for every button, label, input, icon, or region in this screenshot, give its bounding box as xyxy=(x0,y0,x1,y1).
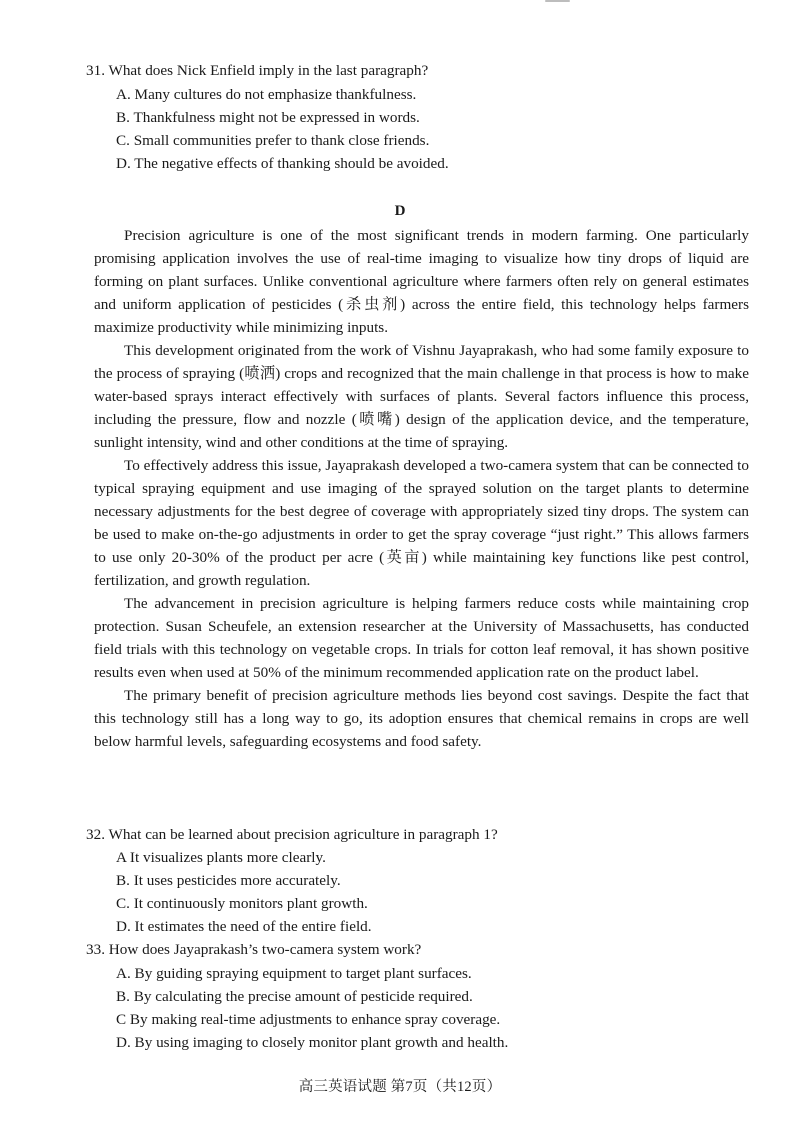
option-a: A It visualizes plants more clearly. xyxy=(116,849,326,866)
option-a: A. Many cultures do not emphasize thankfulness. xyxy=(116,86,417,103)
question-stem: 31. What does Nick Enfield imply in the last paragraph? xyxy=(86,62,429,79)
paragraph-2: This development originated from the work of Vishnu Jayaprakash, who had some family exposure to the process of spraying (喷洒) crops and recognized that the main challenge in that process is how to make water-based sprays interact effectively with surfaces of plants. Several factors influence this process, including the pressure, flow and nozzle (喷嘴) design of the application device, and the temperature, sunlight intensity, wind and other conditions at the time of spraying. xyxy=(94,342,749,451)
paragraph-5: The primary benefit of precision agriculture methods lies beyond cost savings. Despite the fact that this technology still has a long way to go, its adoption ensures that chemical remains in crops are well below harmful levels, safeguarding ecosystems and food safety. xyxy=(94,687,749,750)
scan-artifact xyxy=(545,0,570,2)
page-footer: 高三英语试题 第7页（共12页） xyxy=(298,1079,502,1095)
option-b: B. By calculating the precise amount of pesticide required. xyxy=(116,988,473,1005)
option-d: D. It estimates the need of the entire field. xyxy=(116,918,372,935)
option-d: D. By using imaging to closely monitor plant growth and health. xyxy=(116,1034,509,1051)
paragraph-1: Precision agriculture is one of the most significant trends in modern farming. One particularly promising application involves the use of real-time imaging to visualize how tiny drops of liquid are forming on plant surfaces. Unlike conventional agriculture where farmers often rely on general estimates and uniform application of pesticides (杀虫剂) across the entire field, this technology helps farmers maximize productivity while minimizing inputs. xyxy=(94,227,749,336)
option-c: C. It continuously monitors plant growth. xyxy=(116,895,368,912)
option-d: D. The negative effects of thanking should be avoided. xyxy=(116,155,449,172)
paragraph-4: The advancement in precision agriculture is helping farmers reduce costs while maintaining crop protection. Susan Scheufele, an extension researcher at the University of Massachusetts, has conducted field trials with this technology on vegetable crops. In trials for cotton leaf removal, it has shown positive results even when used at 50% of the minimum recommended application rate on the product label. xyxy=(94,595,749,681)
section-title: D xyxy=(394,203,406,219)
option-c: C. Small communities prefer to thank close friends. xyxy=(116,132,430,149)
question-stem: 32. What can be learned about precision agriculture in paragraph 1? xyxy=(86,826,498,843)
option-b: B. Thankfulness might not be expressed in words. xyxy=(116,109,420,126)
reading-passage xyxy=(94,224,749,753)
option-b: B. It uses pesticides more accurately. xyxy=(116,872,341,889)
option-a: A. By guiding spraying equipment to target plant surfaces. xyxy=(116,965,472,982)
paragraph-3: To effectively address this issue, Jayaprakash developed a two-camera system that can be connected to typical spraying equipment and use imaging of the sprayed solution on the target plants to determine necessary adjustments for the best degree of coverage with appropriately sized tiny drops. The system can be used to make on-the-go adjustments in order to get the spray coverage “just right.” This allows farmers to use only 20-30% of the product per acre (英亩) while maintaining key functions like pest control, fertilization, and growth regulation. xyxy=(94,457,749,589)
option-c: C By making real-time adjustments to enhance spray coverage. xyxy=(116,1011,501,1028)
question-stem: 33. How does Jayaprakash’s two-camera system work? xyxy=(86,941,422,958)
